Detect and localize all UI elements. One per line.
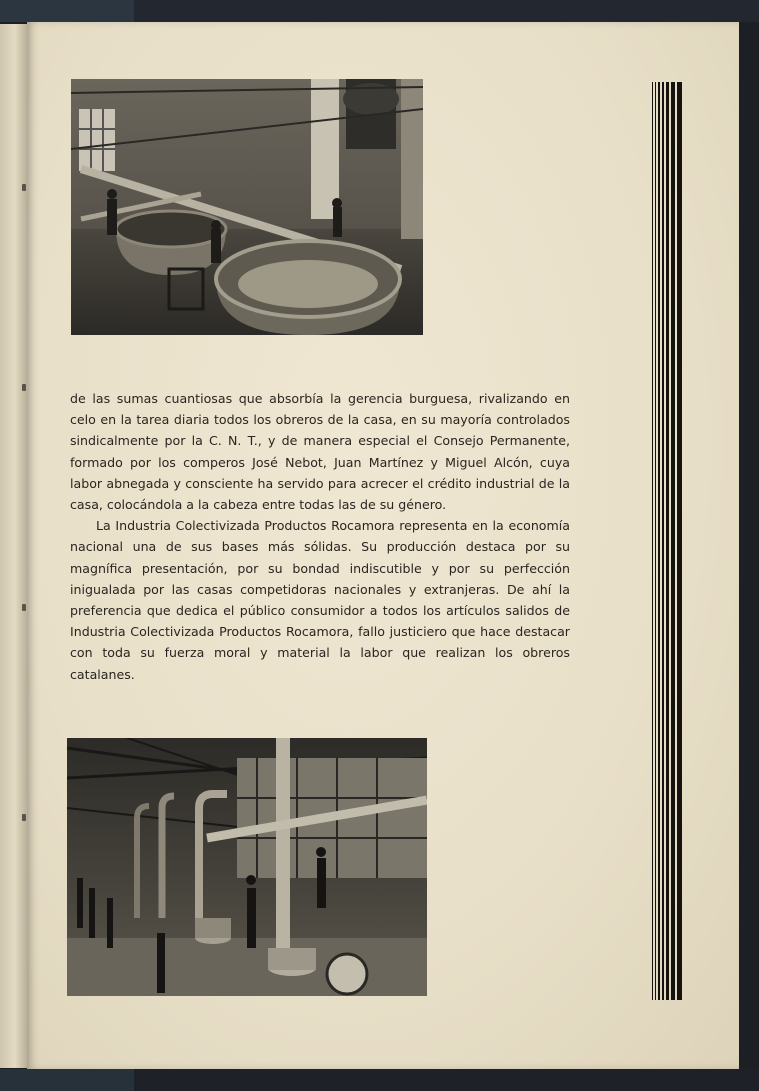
- scan-tab-top: [0, 0, 134, 22]
- stripe: [671, 82, 675, 1000]
- previous-page-edge: [0, 24, 27, 1068]
- article-text: [70, 388, 570, 685]
- article-paragraph-2: La Industria Colectivizada Productos Rocamora representa en la economía nacional una de sus bases más sólidas. Su producción destaca por su magnífica presentación, por su bondad indiscutible y por su perfección inigualada por las casas competidoras nacionales y extranjeras. De ahí la preferencia que dedica el público consumidor a todos los artículos salidos de Industria Colectivizada Productos Rocamora, fallo justiciero que hace destacar con toda su fuerza moral y material la labor que realizan los obreros catalanes.: [70, 518, 570, 682]
- decorative-vertical-stripes: [652, 82, 682, 1000]
- machine-hall-image: [67, 738, 427, 996]
- binding-stitch: [22, 384, 26, 391]
- article-paragraph-1: de las sumas cuantiosas que absorbía la gerencia burguesa, rivalizando en celo en la tarea diaria todos los obreros de la casa, en su mayoría controlados sindicalmente por la C. N. T., y de manera especial el Consejo Permanente, formado por los comperos José Nebot, Juan Martínez y Miguel Alcón, cuya labor abnegada y consciente ha servido para acrecer el crédito industrial de la casa, colocándola a la cabeza entre todas las de su género.: [70, 391, 570, 513]
- machine-hall-photo: [67, 738, 427, 996]
- stripe: [655, 82, 656, 1000]
- binding-stitch: [22, 184, 26, 191]
- stripe: [662, 82, 664, 1000]
- stripe: [652, 82, 653, 1000]
- factory-vats-photo: [71, 79, 423, 335]
- scan-tab-bottom: [0, 1069, 134, 1091]
- binding-stitch: [22, 814, 26, 821]
- stripe: [677, 82, 682, 1000]
- stripe: [658, 82, 660, 1000]
- binding-stitch: [22, 604, 26, 611]
- stripe: [666, 82, 669, 1000]
- factory-vats-image: [71, 79, 423, 335]
